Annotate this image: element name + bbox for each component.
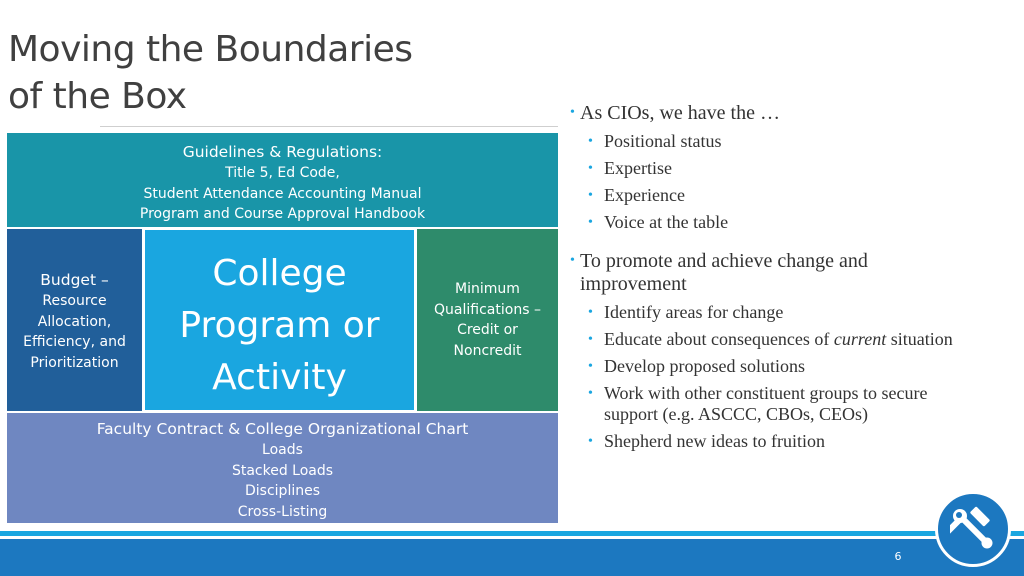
- bullet-icon: •: [588, 161, 593, 176]
- tools-icon-graphic: [950, 506, 996, 552]
- sub-bullet-emphasis: current: [833, 329, 887, 349]
- sub-bullet: [570, 212, 780, 233]
- bullet-icon: •: [570, 105, 575, 120]
- faculty-line: Disciplines: [245, 483, 320, 499]
- bullet-heading: [570, 250, 1010, 296]
- faculty-contract-box: [6, 412, 559, 524]
- bullet-heading-text: improvement: [580, 273, 687, 295]
- budget-line: Prioritization: [30, 354, 119, 371]
- sub-bullet: [570, 158, 780, 179]
- sub-bullet-text: Identify areas for change: [604, 302, 784, 322]
- sub-bullet-text: situation: [886, 329, 953, 349]
- sub-bullet: [570, 302, 1010, 323]
- bullet-group-1: [570, 102, 780, 233]
- sub-bullet-text: Work with other constituent groups to secure: [604, 383, 928, 403]
- footer-accent-bar: [0, 531, 1024, 536]
- sub-bullet: [570, 329, 1010, 350]
- sub-bullet-text: support (e.g. ASCCC, CBOs, CEOs): [604, 404, 869, 424]
- guidelines-heading: Guidelines & Regulations:: [182, 143, 383, 161]
- sub-bullet: [570, 383, 1010, 425]
- minq-line: Minimum: [455, 281, 520, 297]
- page-number: 6: [894, 550, 902, 563]
- bullet-icon: •: [588, 386, 593, 401]
- budget-line: Allocation,: [37, 313, 112, 330]
- minq-line: Qualifications –: [434, 301, 541, 318]
- bullet-icon: •: [588, 188, 593, 203]
- sub-bullet-text: Shepherd new ideas to fruition: [604, 431, 825, 451]
- sub-bullet-text: Experience: [604, 185, 685, 205]
- bullet-icon: •: [588, 134, 593, 149]
- title-divider: [100, 126, 558, 127]
- footer-bar: [0, 539, 1024, 576]
- budget-line: Resource: [42, 293, 107, 309]
- faculty-line: Cross-Listing: [237, 503, 328, 520]
- sub-bullet-text: Develop proposed solutions: [604, 356, 805, 376]
- center-line: Activity: [212, 357, 347, 398]
- title-line-2: of the Box: [8, 76, 187, 117]
- sub-bullet: [570, 356, 1010, 377]
- guidelines-line: Program and Course Approval Handbook: [139, 206, 426, 222]
- faculty-heading: Faculty Contract & College Organizational Chart: [96, 420, 469, 438]
- bullet-heading-text: As CIOs, we have the …: [580, 102, 780, 124]
- budget-box: [6, 228, 143, 412]
- min-qualifications-box: [416, 228, 559, 412]
- college-program-box: [143, 228, 416, 412]
- sub-bullet: [570, 185, 780, 206]
- budget-heading: Budget –: [40, 271, 109, 289]
- center-line: Program or: [179, 305, 380, 346]
- minq-line: Credit or: [457, 322, 518, 338]
- faculty-line: Loads: [262, 442, 303, 458]
- sub-bullet-text: Educate about consequences of: [604, 329, 834, 349]
- bullet-icon: •: [588, 434, 593, 449]
- sub-bullet-text: Voice at the table: [604, 212, 729, 232]
- bullet-heading: [570, 102, 780, 125]
- faculty-line: Stacked Loads: [231, 462, 334, 479]
- guidelines-line: Title 5, Ed Code,: [225, 165, 340, 181]
- sub-bullet: [570, 431, 1010, 452]
- bullet-icon: •: [588, 305, 593, 320]
- title-line-1: Moving the Boundaries: [8, 29, 413, 70]
- bullet-icon: •: [588, 359, 593, 374]
- slide-title: [8, 26, 488, 120]
- bullet-icon: •: [588, 215, 593, 230]
- center-line: College: [212, 253, 347, 294]
- bullet-icon: •: [570, 253, 575, 268]
- sub-bullet-text: Expertise: [604, 158, 672, 178]
- bullet-heading-text: To promote and achieve change and: [580, 250, 868, 272]
- sub-bullet-text: Positional status: [604, 131, 722, 151]
- guidelines-box: [6, 132, 559, 228]
- minq-line: Noncredit: [453, 342, 522, 359]
- bullet-group-2: [570, 250, 1010, 452]
- budget-line: Efficiency, and: [23, 334, 126, 350]
- bullet-icon: •: [588, 332, 593, 347]
- guidelines-line: Student Attendance Accounting Manual: [143, 185, 422, 202]
- tools-icon: [935, 491, 1011, 567]
- sub-bullet: [570, 131, 780, 152]
